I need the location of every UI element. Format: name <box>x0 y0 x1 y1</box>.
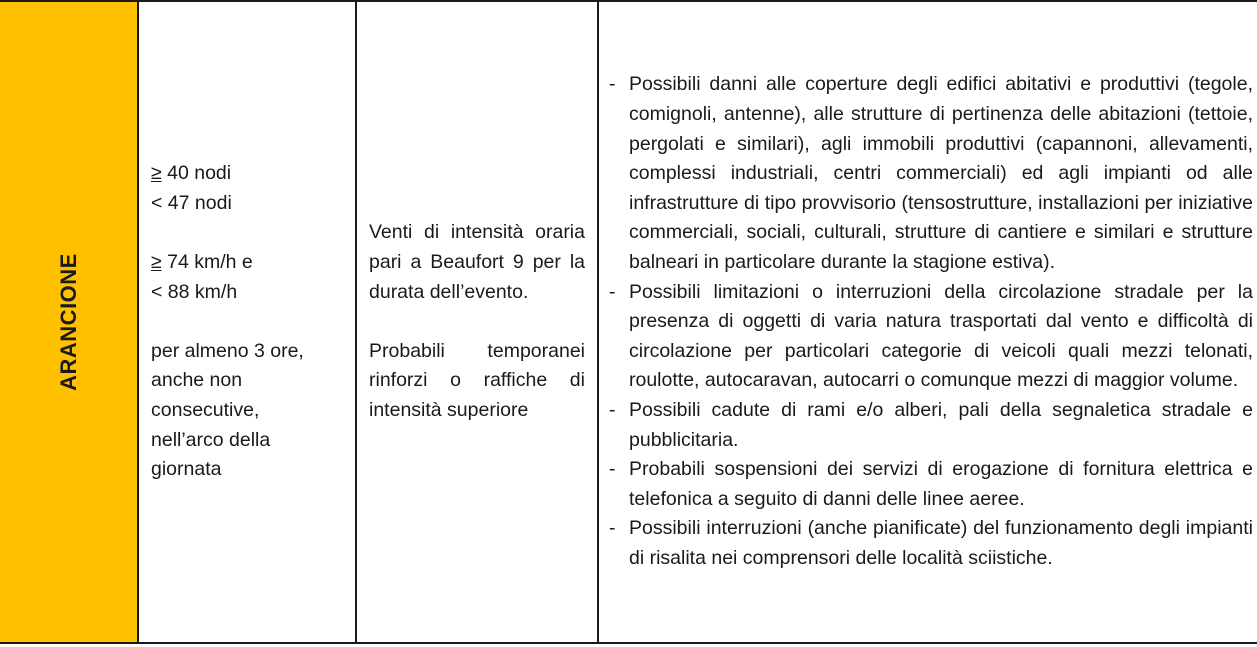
description-main: Venti di intensità oraria pari a Beaufort 9 per la durata dell’evento. <box>369 221 585 303</box>
effect-text: Possibili cadute di rami e/o alberi, pali della segnaletica stradale e pubblicitaria. <box>629 398 1253 451</box>
spacer <box>369 307 585 337</box>
dash-bullet: - <box>609 458 616 481</box>
description-secondary: Probabili temporanei rinforzi o raffiche di intensità superiore <box>369 339 585 421</box>
list-item <box>607 396 1253 455</box>
spacer <box>151 218 345 248</box>
kmh-min: ≥ 74 km/h e <box>151 251 253 274</box>
alert-level-label: ARANCIONE <box>55 253 81 391</box>
description-cell <box>356 1 598 643</box>
dash-bullet: - <box>609 280 616 303</box>
ge-symbol: ≥ <box>151 251 162 274</box>
spacer <box>151 307 345 337</box>
duration-line: anche non <box>151 369 243 392</box>
knots-min: ≥ 40 nodi <box>151 162 232 185</box>
effect-text: Possibili limitazioni o interruzioni della circolazione stradale per la presenza di oggetti di varia natura trasportati dal vento e difficoltà di circolazione per particolari categorie di veicoli quali mezzi telonati, roulotte, autocaravan, autocarri o comunque mezzi di maggior volume. <box>629 280 1253 392</box>
dash-bullet: - <box>609 517 616 540</box>
table-row <box>0 1 1257 643</box>
list-item <box>607 514 1253 573</box>
list-item <box>607 70 1253 277</box>
list-item <box>607 455 1253 514</box>
kmh-max: < 88 km/h <box>151 280 238 303</box>
threshold-cell <box>138 1 356 643</box>
duration-line: consecutive, <box>151 398 260 421</box>
dash-bullet: - <box>609 398 616 421</box>
effects-cell <box>598 1 1257 643</box>
effects-list <box>607 70 1253 573</box>
duration-line: giornata <box>151 458 222 481</box>
list-item <box>607 278 1253 396</box>
knots-max: < 47 nodi <box>151 191 232 214</box>
alert-level-cell <box>0 1 138 643</box>
effect-text: Possibili interruzioni (anche pianificate) del funzionamento degli impianti di risalita nei comprensori delle località sciistiche. <box>629 517 1253 569</box>
duration-line: per almeno 3 ore, <box>151 339 304 362</box>
dash-bullet: - <box>609 73 616 96</box>
effect-text: Possibili danni alle coperture degli edifici abitativi e produttivi (tegole, comignoli, antenne), alle strutture di pertinenza delle abitazioni (tettoie, pergolati e similari), agli immobili produttivi (capannoni, allevamenti, complessi industriali, centri commerciali) ed agli impianti od alle infrastrutture di tipo provvisorio (tensostrutture, installazioni per iniziative commerciali, sociali, culturali, strutture di cantiere e similari e strutture balneari in particolare durante la stagione estiva). <box>629 73 1253 274</box>
effect-text: Probabili sospensioni dei servizi di erogazione di fornitura elettrica e telefonica a seguito di danni delle linee aeree. <box>629 458 1253 510</box>
duration-line: nell’arco della <box>151 428 271 451</box>
ge-symbol: ≥ <box>151 162 162 185</box>
